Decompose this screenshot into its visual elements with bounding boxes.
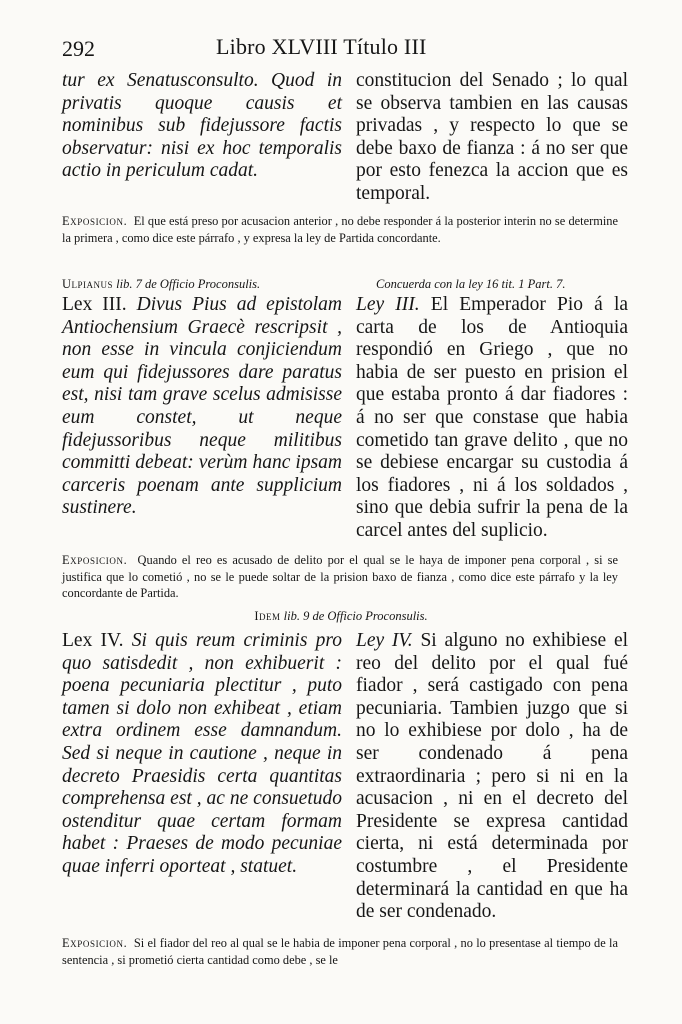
law-heading-spanish: Ley III. — [356, 294, 420, 315]
concordance-note: Concuerda con la ley 16 tit. 1 Part. 7. — [376, 277, 566, 291]
spanish-text-lex3 — [356, 294, 628, 543]
law-heading-latin: Lex III. — [62, 294, 127, 315]
source-author: Idem — [254, 609, 281, 623]
latin-text-lex4 — [62, 630, 342, 924]
parallel-columns-lex4 — [62, 630, 628, 924]
latin-body: Divus Pius ad epistolam Antiochensium Graecè rescripsit , non esse in vincula conjiciendum eum qui fidejussores dare paratus est, nisi tam grave scelus admisisse eum constet, ut neque fidejussoribus neque militibus committi debeat: verùm hanc ipsam carceris poenam ante supplicium sustinere. — [62, 294, 342, 519]
parallel-columns-block1 — [62, 70, 628, 206]
latin-body: Si quis reum criminis pro quo satisdedit , non exhibuerit : poena pecuniaria plectitur , puto tamen si dolo non exhibeat , etiam extra ordinem esse damnandum. Sed si neque in cautione , neque in decreto Praesidis certa quantitas comprehensa est , ac ne consuetudo ostenditur quae certam formam habet : Praeses de modo pecuniae quae inferri oporteat , statuet. — [62, 630, 343, 877]
exposicion-text: El que está preso por acusacion anterior , no debe responder á la posterior interin no se determine la primera , como dice este párrafo , y expresa la ley de Partida concordante. — [62, 214, 618, 245]
exposicion-3 — [62, 935, 618, 968]
exposicion-1 — [62, 213, 618, 246]
running-head: Libro XLVIII Título III — [216, 34, 427, 59]
parallel-columns-lex3 — [62, 294, 628, 543]
law-heading-latin: Lex IV. — [62, 630, 124, 651]
latin-text-lex3 — [62, 294, 342, 543]
exposicion-label: Exposicion. — [62, 553, 128, 567]
spanish-body: Si alguno no exhibiese el reo del delito por el qual fué fiador , será castigado con pena pecuniaria. Tambien juzgo que si no lo exhibiese por dolo , ha de ser condenado á pena extraordinaria ; pero si ni en la acusacion , ni en el decreto del Presidente se expresa cantidad cierta, ni está determinada por costumbre , el Presidente determinará la cantidad en que ha de ser condenado. — [356, 630, 629, 923]
spanish-text-block1: constitucion del Senado ; lo qual se observa tambien en las causas privadas , y respecto lo que se debe baxo de fianza : á no ser que por esto fenezca la accion que es temporal. — [356, 70, 628, 204]
exposicion-text: Si el fiador del reo al qual se le habia de imponer pena corporal , no lo presentase al tiempo de la sentencia , si prometió cierta cantidad como debe , se le — [62, 936, 618, 967]
latin-text-block1: tur ex Senatusconsulto. Quod in privatis quoque causis et nominibus sub fidejussore factis observatur: nisi ex hoc temporalis actio in periculum cadat. — [62, 70, 342, 182]
exposicion-label: Exposicion. — [62, 214, 128, 228]
exposicion-text: Quando el reo es acusado de delito por el qual se le haya de imponer pena corporal , si se justifica que lo cometió , no se le puede soltar de la prision baxo de fianza , como dice este párrafo y la ley concordante de Partida. — [62, 553, 618, 600]
exposicion-2 — [62, 552, 618, 602]
spanish-body: El Emperador Pio á la carta de los de Antioquia respondió en Griego , que no habia de ser puesto en prision el que estaba pronto á dar fiadores : á no ser que constase que habia cometido tan grave delito , que no se debiese encargar su custodia á los fiadores , ni á los soldados , sino que debia sufrir la pena de la carcel antes del suplicio. — [356, 294, 629, 541]
source-rest: lib. 9 de Officio Proconsulis. — [283, 609, 428, 623]
page-number: 292 — [62, 36, 95, 61]
source-citation-lex3 — [62, 277, 260, 292]
exposicion-label: Exposicion. — [62, 936, 128, 950]
source-author: Ulpianus — [62, 277, 114, 291]
law-heading-spanish: Ley IV. — [356, 630, 413, 651]
source-rest: lib. 7 de Officio Proconsulis. — [116, 277, 261, 291]
source-citation-lex4 — [0, 609, 682, 624]
spanish-text-lex4 — [356, 630, 628, 924]
